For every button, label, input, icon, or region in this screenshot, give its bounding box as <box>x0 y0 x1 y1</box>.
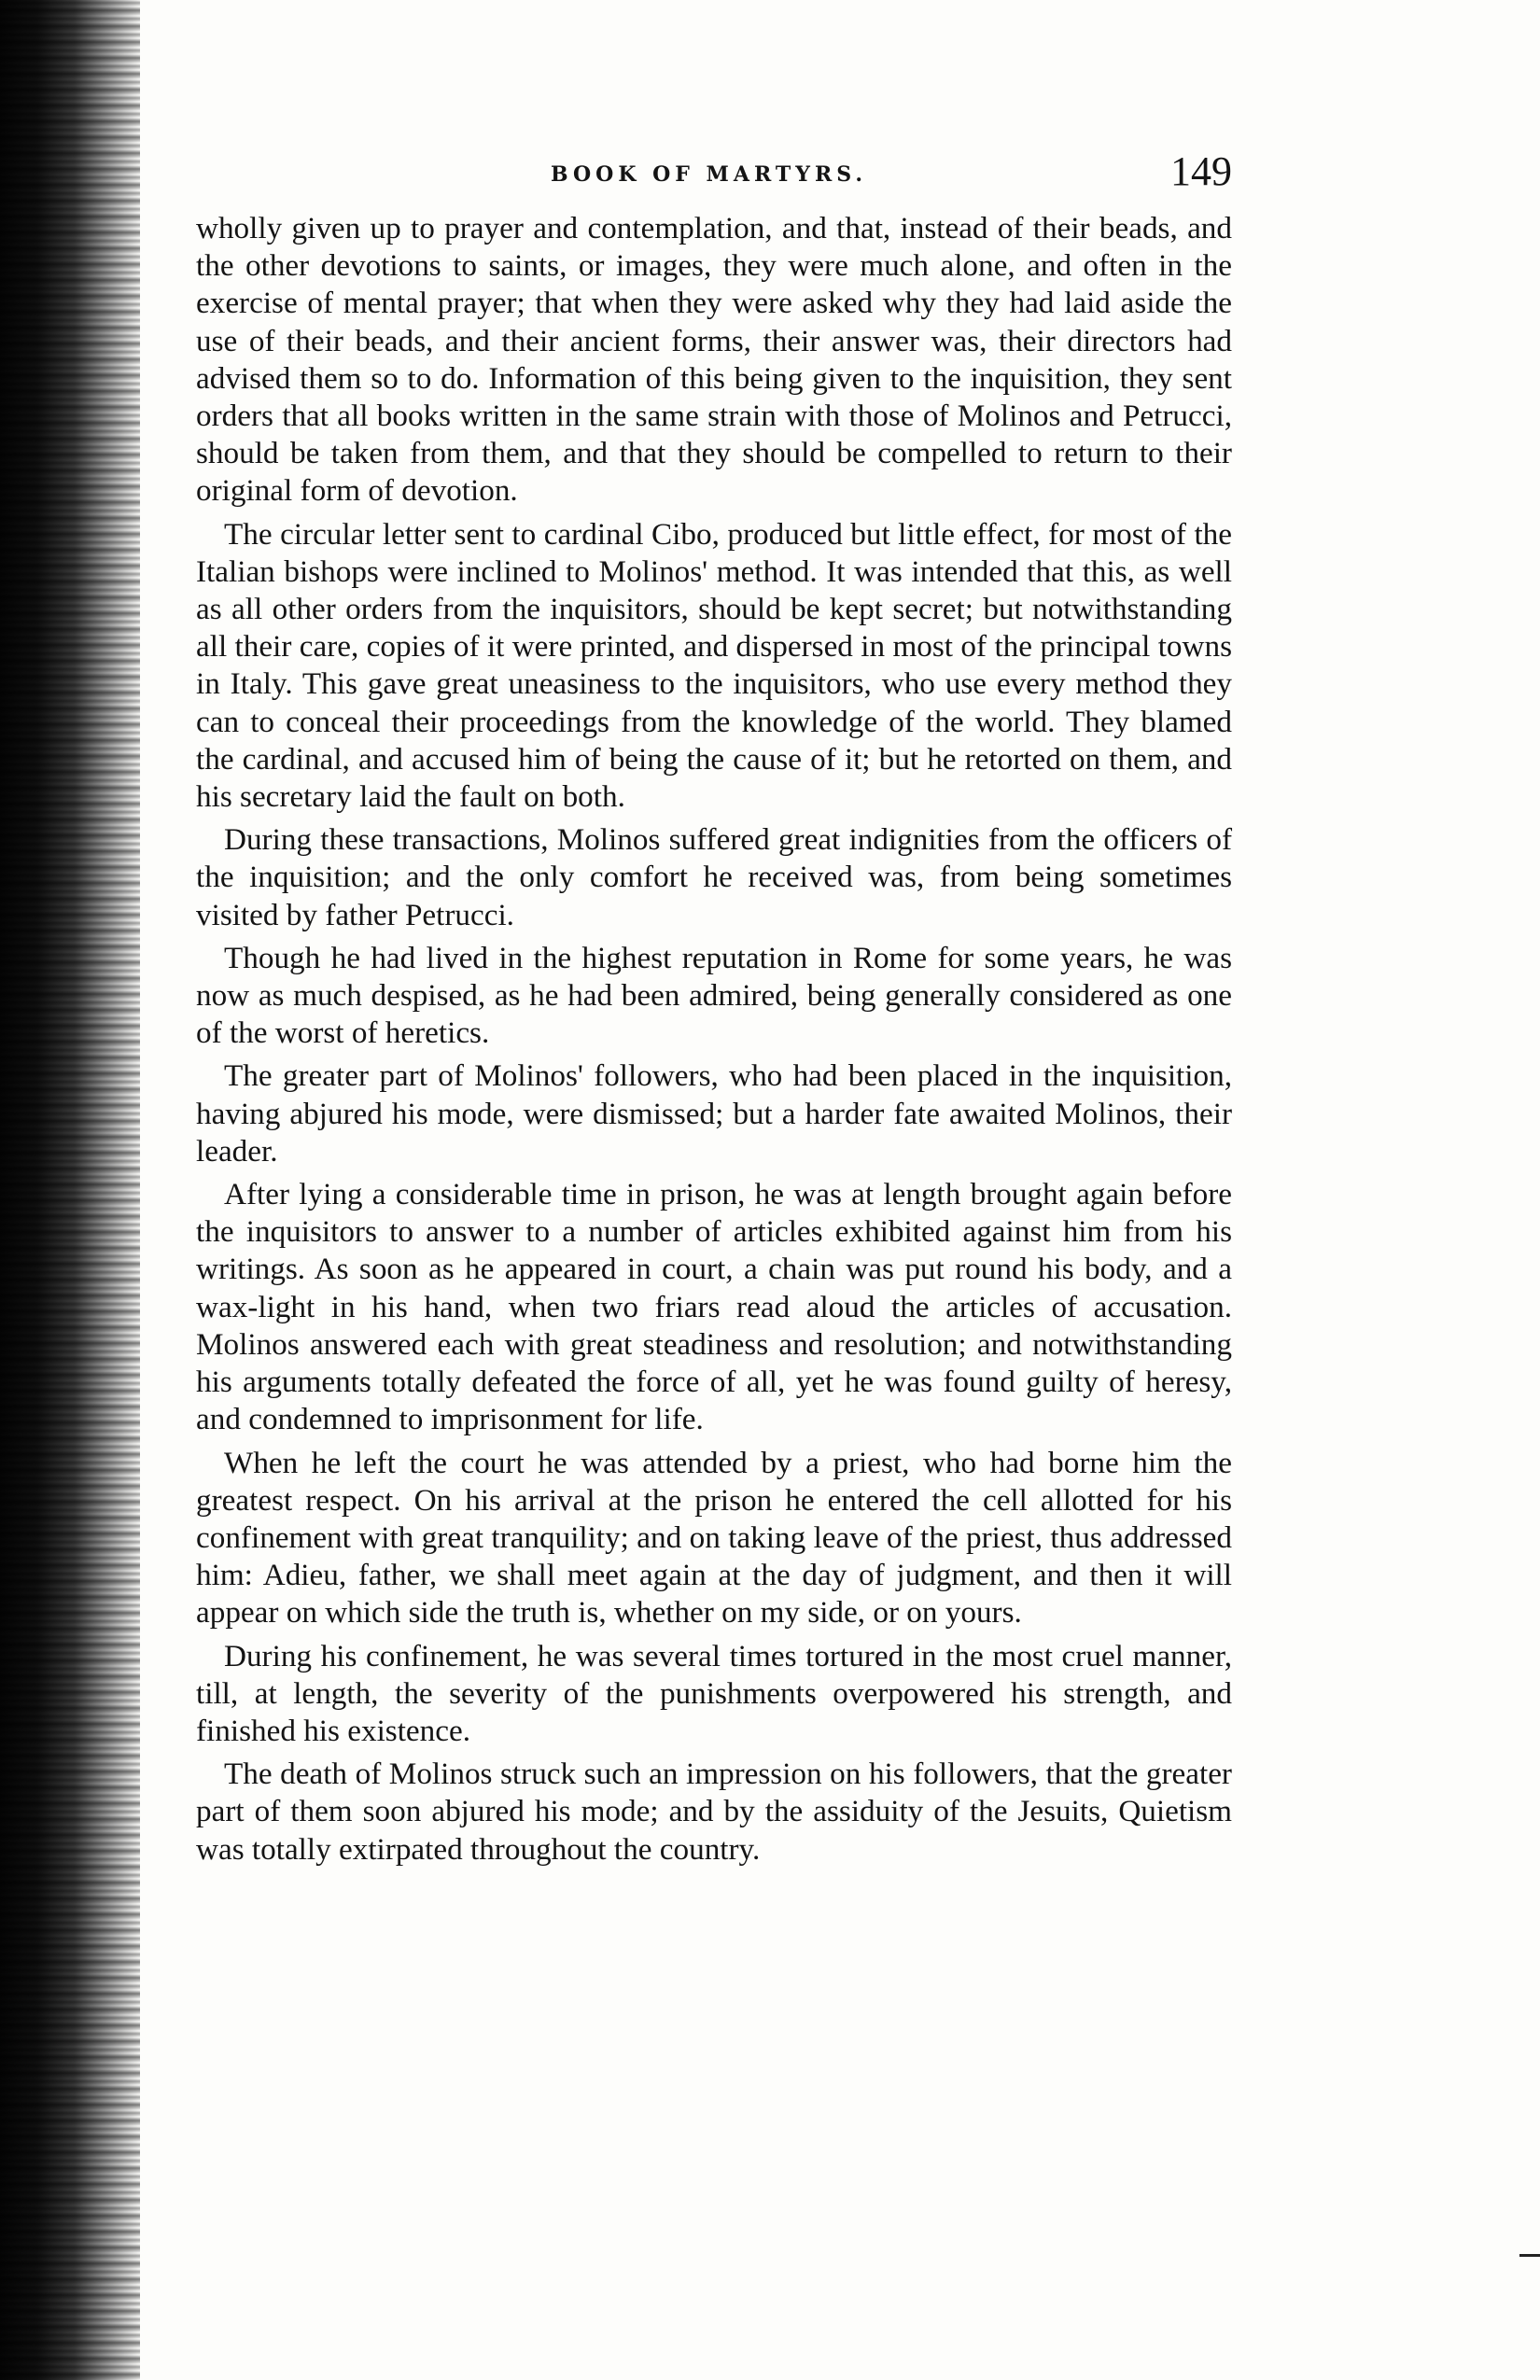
scan-edge-mark <box>1519 2254 1540 2257</box>
paragraph: The death of Molinos struck such an impression on his followers, that the greater part of them soon abjured his mode; and by the assiduity of the Jesuits, Quietism was totally extirpated throughout the country. <box>196 1757 1232 1867</box>
paragraph: During these transactions, Molinos suffered great indignities from the officers of the inquisition; and the only comfort he received was, from being sometimes visited by father Petrucci. <box>196 822 1232 932</box>
paragraph: The circular letter sent to cardinal Cibo, produced but little effect, for most of the Italian bishops were inclined to Molinos' method. It was intended that this, as well as all other orders from the inquisitors, should be kept secret; but notwithstanding all their care, copies of it were printed, and dispersed in most of the principal towns in Italy. This gave great uneasiness to the inquisitors, who use every method they can to conceal their proceedings from the knowledge of the world. They blamed the cardinal, and accused him of being the cause of it; but he retorted on them, and his secretary laid the fault on both. <box>196 516 1232 815</box>
paragraph: After lying a considerable time in prison, he was at length brought again before the inquisitors to answer to a number of articles exhibited against him from his writings. As soon as he appeared in court, a chain was put round his body, and a wax-light in his hand, when two friars read aloud the articles of accusation. Molinos answered each with great steadiness and resolution; and notwithstanding his arguments totally defeated the force of all, yet he was found guilty of heresy, and condemned to imprisonment for life. <box>196 1177 1232 1437</box>
running-head: BOOK OF MARTYRS. <box>551 162 867 187</box>
text-body <box>196 210 1232 1874</box>
paragraph: During his confinement, he was several times tortured in the most cruel manner, till, at length, the severity of the punishments overpowered his strength, and finished his existence. <box>196 1638 1232 1748</box>
paragraph: When he left the court he was attended by a priest, who had borne him the greatest respect. On his arrival at the prison he entered the cell allotted for his confinement with great tranquility; and on taking leave of the priest, thus addressed him: Adieu, father, we shall meet again at the day of judgment, and then it will appear on which side the truth is, whether on my side, or on yours. <box>196 1445 1232 1631</box>
paragraph: The greater part of Molinos' followers, who had been placed in the inquisition, having abjured his mode, were dismissed; but a harder fate awaited Molinos, their leader. <box>196 1058 1232 1169</box>
page-number: 149 <box>1170 148 1232 194</box>
page-header <box>233 148 1232 213</box>
paragraph-continued: wholly given up to prayer and contemplation, and that, instead of their beads, and the other devotions to saints, or images, they were much alone, and often in the exercise of mental prayer; that when they were asked why they had laid aside the use of their beads, and their ancient forms, their answer was, their directors had advised them so to do. Information of this being given to the inquisition, they sent orders that all books written in the same strain with those of Molinos and Petrucci, should be taken from them, and that they should be compelled to return to their original form of devotion. <box>196 211 1232 509</box>
paragraph: Though he had lived in the highest reputation in Rome for some years, he was now as much despised, as he had been admired, being generally considered as one of the worst of heretics. <box>196 940 1232 1051</box>
scan-binding-edge <box>0 0 140 2380</box>
